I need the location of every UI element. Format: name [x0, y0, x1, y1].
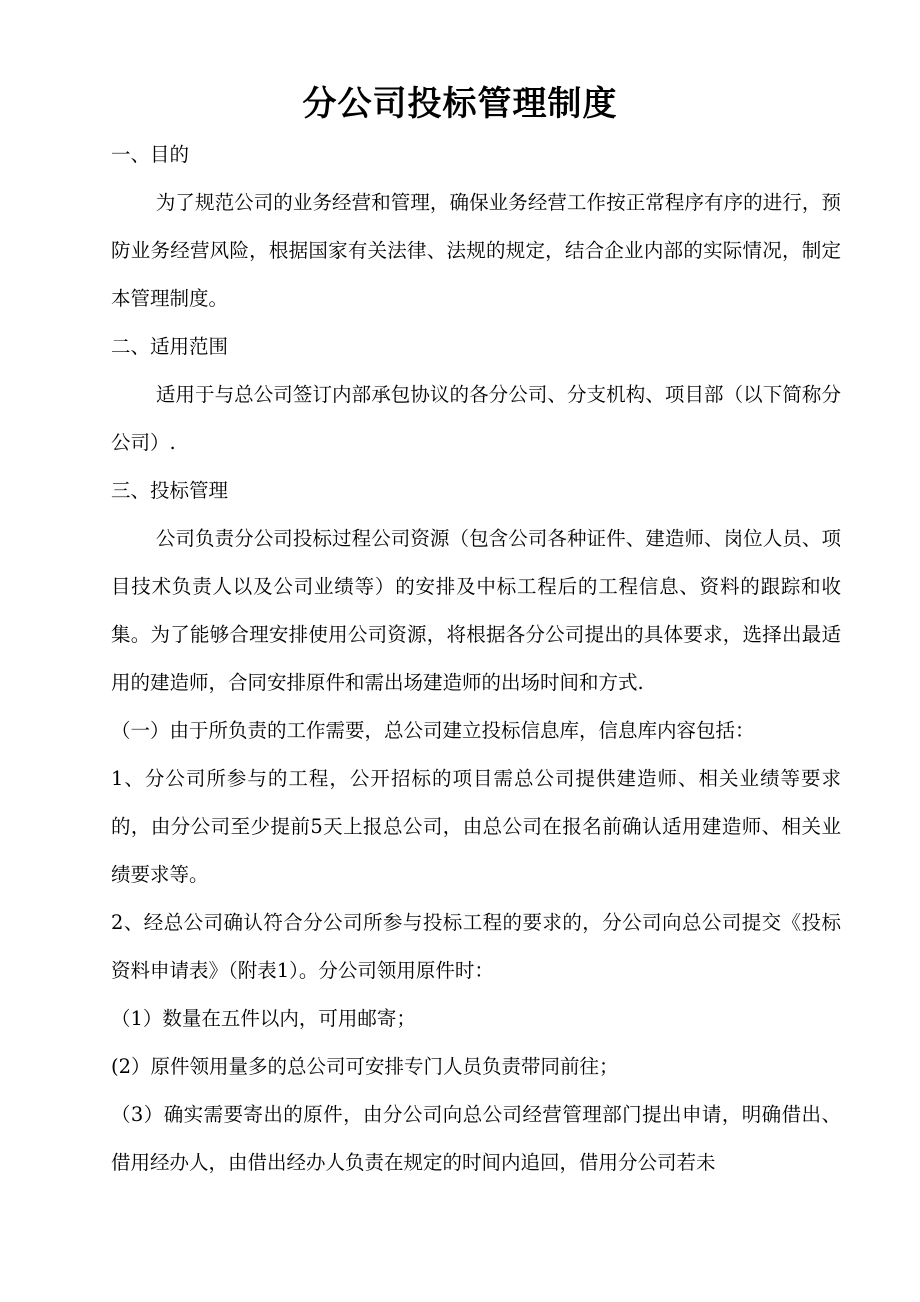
- item-2: 2、经总公司确认符合分公司所参与投标工程的要求的，分公司向总公司提交《投标资料申请表》（附表1）。分公司领用原件时：: [111, 911, 841, 982]
- section-heading-purpose: 一、目的: [111, 143, 190, 166]
- paragraph-scope: 适用于与总公司签订内部承包协议的各分公司、分支机构、项目部（以下简称分公司）.: [111, 383, 841, 454]
- paragraph-purpose: 为了规范公司的业务经营和管理，确保业务经营工作按正常程序有序的进行，预防业务经营风险，根据国家有关法律、法规的规定，结合企业内部的实际情况，制定本管理制度。: [111, 191, 841, 310]
- sub-item-1: （1）数量在五件以内，可用邮寄；: [111, 1007, 416, 1030]
- subsection-1: （一）由于所负责的工作需要，总公司建立投标信息库，信息库内容包括：: [111, 719, 755, 742]
- sub-item-2: (2）原件领用量多的总公司可安排专门人员负责带同前往；: [111, 1055, 619, 1078]
- paragraph-bid-management: 公司负责分公司投标过程公司资源（包含公司各种证件、建造师、岗位人员、项目技术负责人以及公司业绩等）的安排及中标工程后的工程信息、资料的跟踪和收集。为了能够合理安排使用公司资源，将根据各分公司提出的具体要求，选择出最适用的建造师，合同安排原件和需出场建造师的出场时间和方式.: [111, 527, 841, 694]
- document-body: [111, 131, 841, 1187]
- sub-item-3: （3）确实需要寄出的原件，由分公司向总公司经营管理部门提出申请，明确借出、借用经办人，由借出经办人负责在规定的时间内追回，借用分公司若未: [111, 1103, 841, 1174]
- section-heading-bid-management: 三、投标管理: [111, 479, 229, 502]
- section-heading-scope: 二、适用范围: [111, 335, 229, 358]
- document-title: 分公司投标管理制度: [302, 84, 618, 124]
- item-1: 1、分公司所参与的工程，公开招标的项目需总公司提供建造师、相关业绩等要求的，由分公司至少提前5天上报总公司，由总公司在报名前确认适用建造师、相关业绩要求等。: [111, 767, 841, 886]
